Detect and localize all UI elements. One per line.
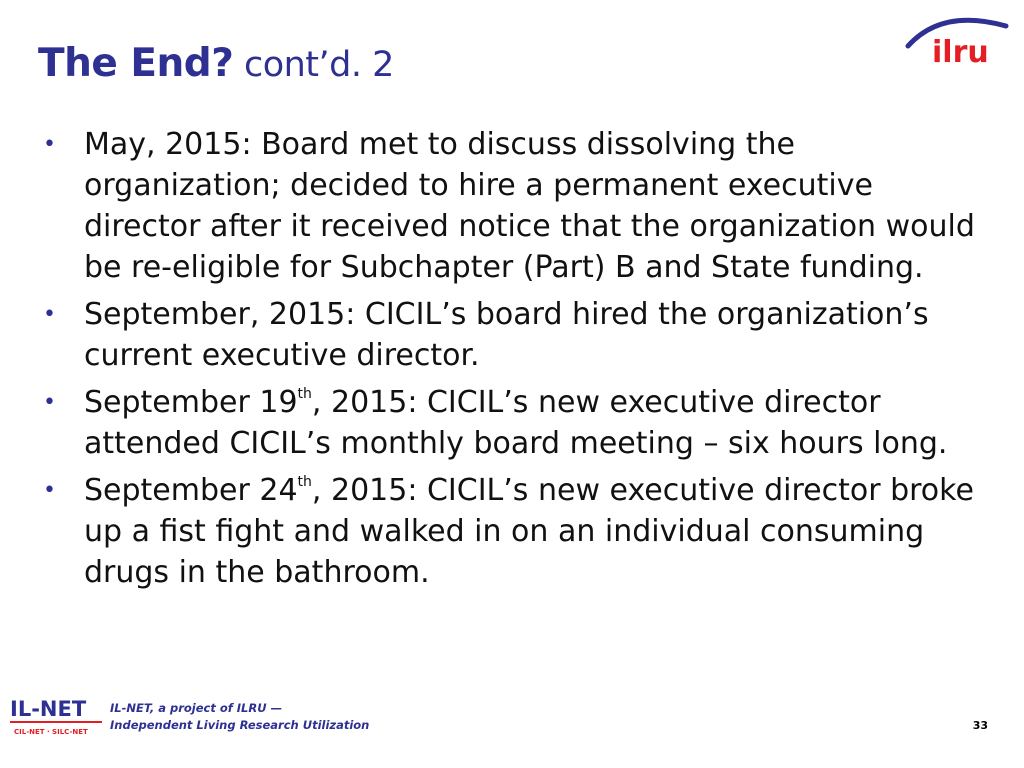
page-number: 33	[972, 719, 988, 732]
il-net-logo-subtext: CIL-NET · SILC-NET	[14, 728, 88, 736]
ilru-logo	[902, 6, 1014, 68]
title-main: The End?	[38, 41, 234, 86]
bullet-dot: •	[43, 132, 56, 157]
bullet-dot: •	[43, 478, 56, 503]
bullet-dot: •	[43, 302, 56, 327]
bullet-text-end: , 2015: CICIL’s new executive director attended CICIL’s monthly board meeting – six hours long.	[84, 385, 948, 461]
il-net-logo-text: IL-NET	[10, 697, 87, 721]
bullet-text-start: September 19	[84, 385, 298, 420]
footer-line-2: Independent Living Research Utilization	[110, 718, 370, 732]
bullet-text: September, 2015: CICIL’s board hired the organization’s current executive director.	[84, 297, 929, 373]
bullet-item	[38, 470, 988, 593]
bullet-text-start: September 24	[84, 473, 298, 508]
il-net-logo	[10, 694, 102, 738]
bullet-item	[38, 294, 988, 376]
ordinal-suffix: th	[297, 474, 312, 490]
footer-text	[110, 700, 369, 734]
ordinal-suffix: th	[297, 386, 312, 402]
bullet-item	[38, 124, 988, 288]
footer-line-1: IL-NET, a project of ILRU —	[110, 701, 283, 715]
ilru-logo-text: ilru	[932, 35, 989, 68]
bullet-text-end: , 2015: CICIL’s new executive director broke up a fist fight and walked in on an individual consuming drugs in the bathroom.	[84, 473, 974, 590]
bullet-text: May, 2015: Board met to discuss dissolving the organization; decided to hire a permanent executive director after it received notice that the organization would be re-eligible for Subchapter (Part) B and State funding.	[84, 127, 975, 285]
bullet-dot: •	[43, 390, 56, 415]
bullet-list	[38, 124, 988, 599]
title-continuation: cont’d. 2	[233, 45, 394, 85]
slide-title	[38, 38, 394, 91]
bullet-item	[38, 382, 988, 464]
